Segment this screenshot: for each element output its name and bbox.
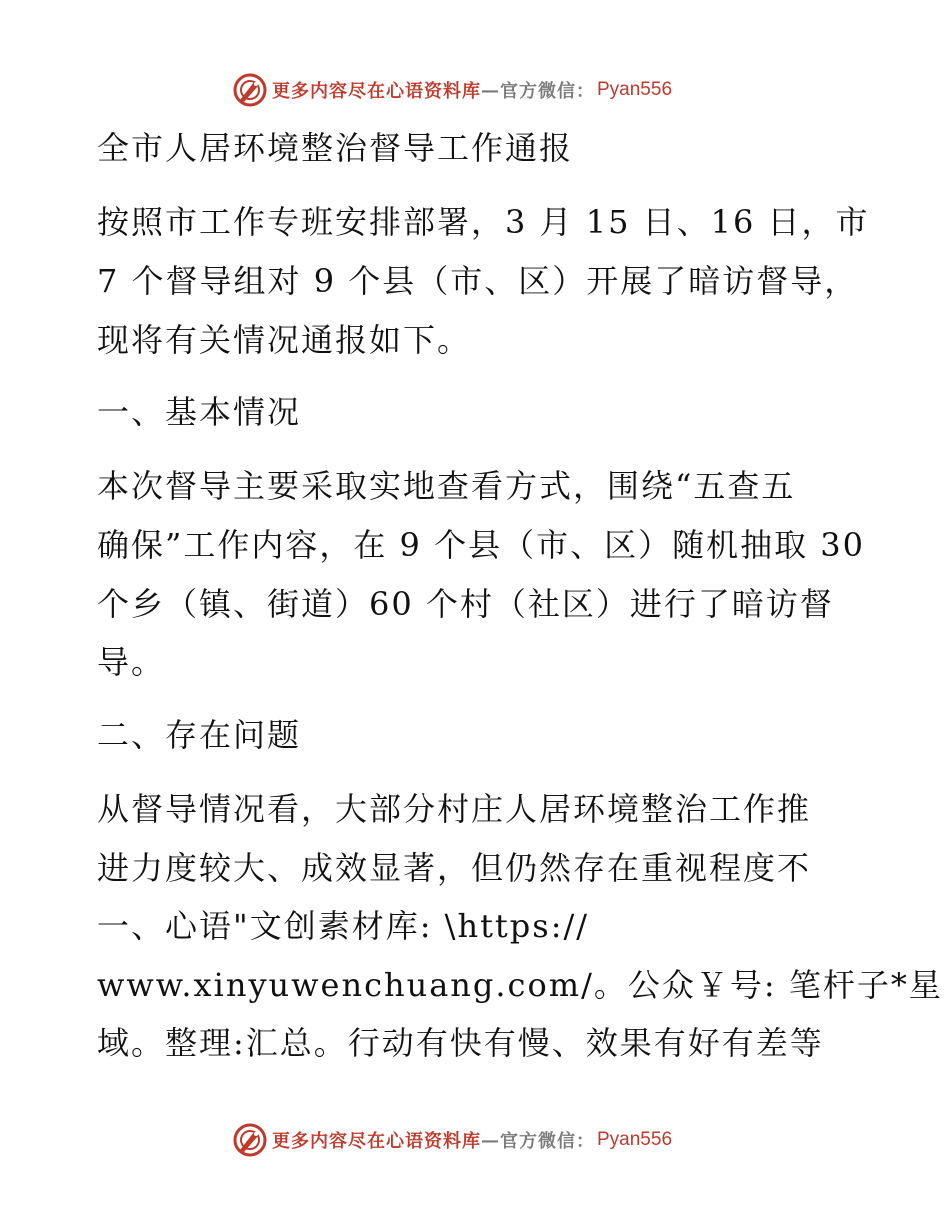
watermark-prefix: 更多内容尽在心语资料库 (272, 81, 481, 102)
watermark-wechat-id: Pyan556 (597, 1129, 673, 1150)
paragraph-1-line-1: 按照市工作专班安排部署，3 月 15 日、16 日，市 (97, 203, 870, 241)
watermark-wechat-label: 官方微信： (500, 1131, 595, 1152)
paragraph-1-line-2: 7 个督导组对 9 个县（市、区）开展了暗访督导， (97, 262, 859, 300)
watermark-dash: — (481, 1129, 500, 1151)
watermark-prefix: 更多内容尽在心语资料库 (272, 1131, 481, 1152)
watermark-dash: — (481, 79, 500, 101)
section-heading-1: 一、基本情况 (97, 393, 302, 431)
paragraph-2-line-4: 导。 (97, 643, 166, 681)
paragraph-2-line-1: 本次督导主要采取实地查看方式，围绕“五查五 (97, 467, 796, 505)
paragraph-3-line-1: 从督导情况看，大部分村庄人居环境整治工作推 (97, 790, 812, 828)
paragraph-3-line-4: www.xinyuwenchuang.com/。公众￥号: 笔杆子*星 (97, 966, 943, 1004)
watermark-wechat-id: Pyan556 (597, 79, 673, 100)
paragraph-2-line-3: 个乡（镇、街道）60 个村（社区）进行了暗访督 (97, 585, 834, 623)
paragraph-3-line-3: 一、心语"文创素材库: \https:// (97, 907, 590, 945)
paragraph-2-line-2: 确保”工作内容，在 9 个县（市、区）随机抽取 30 (97, 526, 865, 564)
paragraph-1-line-3: 现将有关情况通报如下。 (97, 321, 472, 359)
pen-nib-logo-icon (232, 72, 268, 108)
header-watermark (232, 70, 672, 110)
paragraph-3-line-2: 进力度较大、成效显著，但仍然存在重视程度不 (97, 849, 812, 887)
section-heading-2: 二、存在问题 (97, 716, 302, 754)
pen-nib-logo-icon (232, 1122, 268, 1158)
document-title: 全市人居环境整治督导工作通报 (97, 129, 574, 167)
footer-watermark (232, 1120, 672, 1160)
paragraph-3-line-5: 域。整理:汇总。行动有快有慢、效果有好有差等 (97, 1024, 824, 1062)
watermark-wechat-label: 官方微信： (500, 81, 595, 102)
